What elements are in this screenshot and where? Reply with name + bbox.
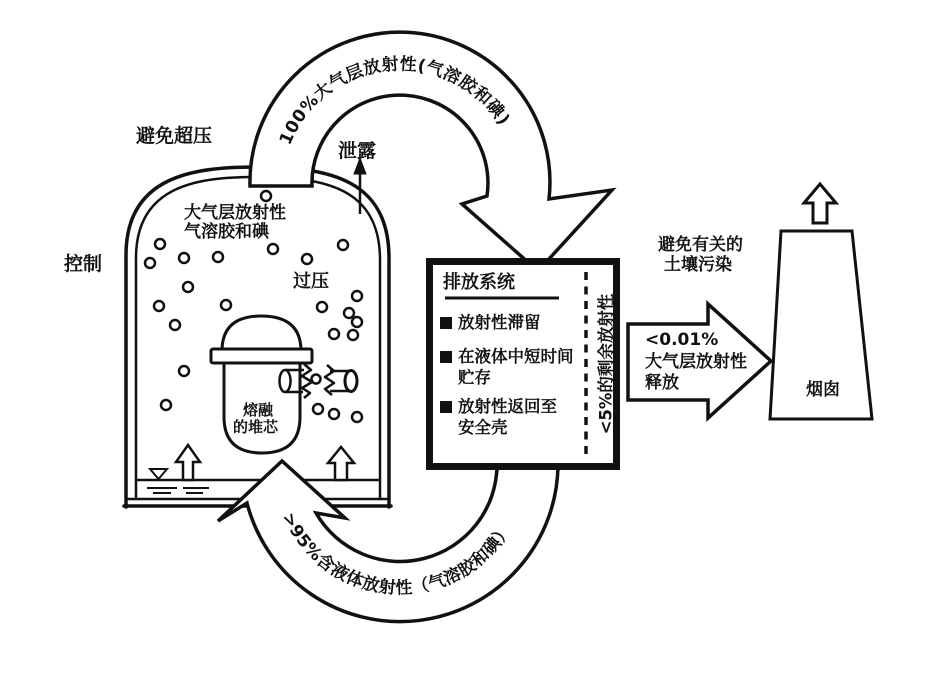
broken-pipe-icon [280, 364, 358, 398]
molten-core-label-line2: 的堆芯 [233, 418, 279, 436]
avoid-overpressure-label: 避免超压 [136, 125, 213, 147]
stack-release-line1: <0.01% [645, 330, 719, 350]
atmospheric-radioactivity-label-line2: 气溶胶和碘 [184, 222, 269, 242]
residual-radioactivity-label: <5%的剩余放射性 [596, 293, 616, 435]
control-label: 控制 [64, 253, 103, 275]
overpressure-label: 过压 [293, 271, 329, 292]
stack-release-line2: 大气层放射性 [645, 351, 747, 372]
discharge-item-2-line1: 在液体中短时间 [458, 347, 574, 366]
leak-label: 泄露 [338, 140, 377, 162]
atmospheric-radioactivity-label-line1: 大气层放射性 [184, 203, 286, 223]
atmospheric-flow-label: 100%大气层放射性(气溶胶和碘) [275, 54, 514, 148]
discharge-item-3-line2: 安全壳 [458, 418, 508, 437]
discharge-item-3-line1: 放射性返回至 [458, 397, 557, 416]
discharge-item-2-line2: 贮存 [458, 368, 491, 387]
bullet-icon [440, 401, 452, 413]
avoid-soil-label-line2: 土壤污染 [664, 255, 732, 275]
chimney-exhaust-arrow [804, 184, 836, 223]
discharge-item-1: 放射性滞留 [458, 313, 541, 332]
bullet-icon [440, 317, 452, 329]
discharge-box-title: 排放系统 [443, 272, 515, 293]
chimney-label: 烟囱 [806, 380, 840, 400]
avoid-soil-label-line1: 避免有关的 [658, 235, 743, 255]
stack-release-label [645, 330, 747, 395]
bullet-icon [440, 351, 452, 363]
liquid-return-label: >95%含液体放射性（气溶胶和碘） [277, 509, 517, 599]
molten-core-label-line1: 熔融 [243, 401, 274, 419]
stack-release-line3: 释放 [645, 373, 679, 393]
